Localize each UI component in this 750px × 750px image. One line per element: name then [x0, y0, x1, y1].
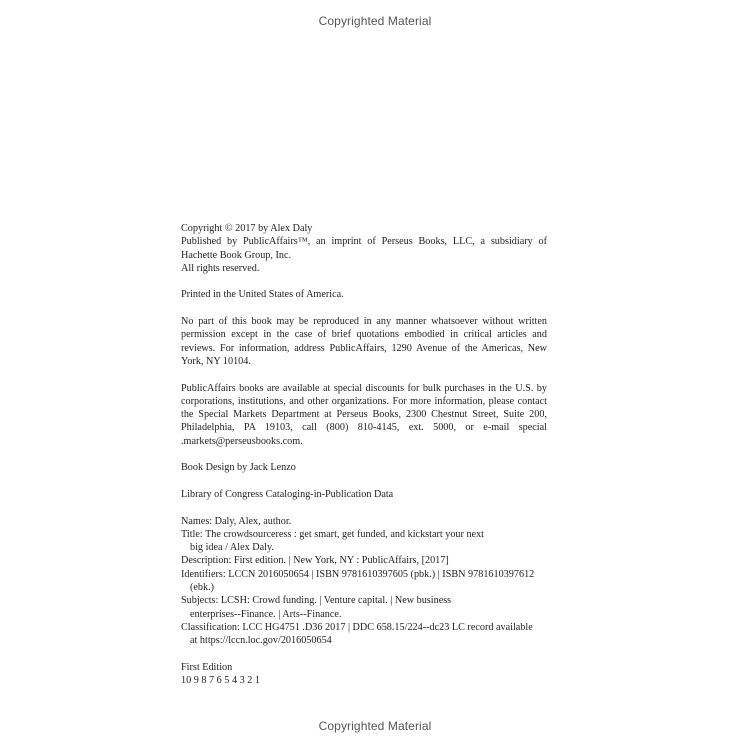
copyright-line: Copyright © 2017 by Alex Daly: [181, 223, 313, 234]
cip-title: Title: The crowdsourceress : get smart, get funded, and kickstart your next: [181, 528, 485, 540]
cip-identifiers: Identifiers: LCCN 2016050654 | ISBN 9781610397605 (pbk.) | ISBN 9781610397612: [181, 568, 535, 580]
reproduction-notice: No part of this book may be reproduced in any manner whatsoever without written permission except in the case of brief quotations embodied in critical articles and reviews. For information, address PublicAffairs, 1290 Avenue of the Americas, New York, NY 10104.: [181, 316, 547, 367]
cip-description: Description: First edition. | New York, NY : PublicAffairs, [2017]: [181, 555, 449, 567]
edition-block: [181, 661, 547, 688]
copyright-page: [181, 222, 547, 687]
cip-title-continued: big idea / Alex Daly.: [190, 542, 274, 554]
cip-classification-continued: at https://lccn.loc.gov/2016050654: [190, 635, 332, 647]
cip-record: [181, 515, 547, 648]
cip-identifiers-continued: (ebk.): [190, 582, 215, 594]
watermark-bottom: Copyrighted Material: [318, 719, 432, 733]
cip-heading: Library of Congress Cataloging-in-Publication Data: [181, 488, 394, 500]
edition-label: First Edition: [181, 661, 233, 673]
cip-subjects-continued: enterprises--Finance. | Arts--Finance.: [190, 608, 342, 620]
watermark-top: Copyrighted Material: [318, 14, 432, 28]
cip-names: Names: Daly, Alex, author.: [181, 515, 292, 527]
publisher-line: Published by PublicAffairs™, an imprint of Perseus Books, LLC, a subsidiary of Hachette Book Group, Inc.: [181, 236, 547, 261]
book-design-credit: Book Design by Jack Lenzo: [181, 462, 296, 474]
copyright-block: [181, 222, 547, 275]
special-sales-notice: PublicAffairs books are available at special discounts for bulk purchases in the U.S. by corporations, institutions, and other organizations. For more information, please contact the Special Markets Department at Perseus Books, 2300 Chestnut Street, Suite 200, Philadelphia, PA 19103, call (800) 810-4145, ext. 5000, or e-mail special .markets@perseusbooks.com.: [181, 382, 547, 447]
rights-reserved-line: All rights reserved.: [181, 262, 260, 274]
printed-in-line: Printed in the United States of America.: [181, 289, 344, 301]
cip-classification: Classification: LCC HG4751 .D36 2017 | DDC 658.15/224--dc23 LC record available: [181, 621, 533, 633]
cip-subjects: Subjects: LCSH: Crowd funding. | Venture capital. | New business: [181, 595, 452, 607]
printing-line: 10 9 8 7 6 5 4 3 2 1: [181, 675, 260, 687]
